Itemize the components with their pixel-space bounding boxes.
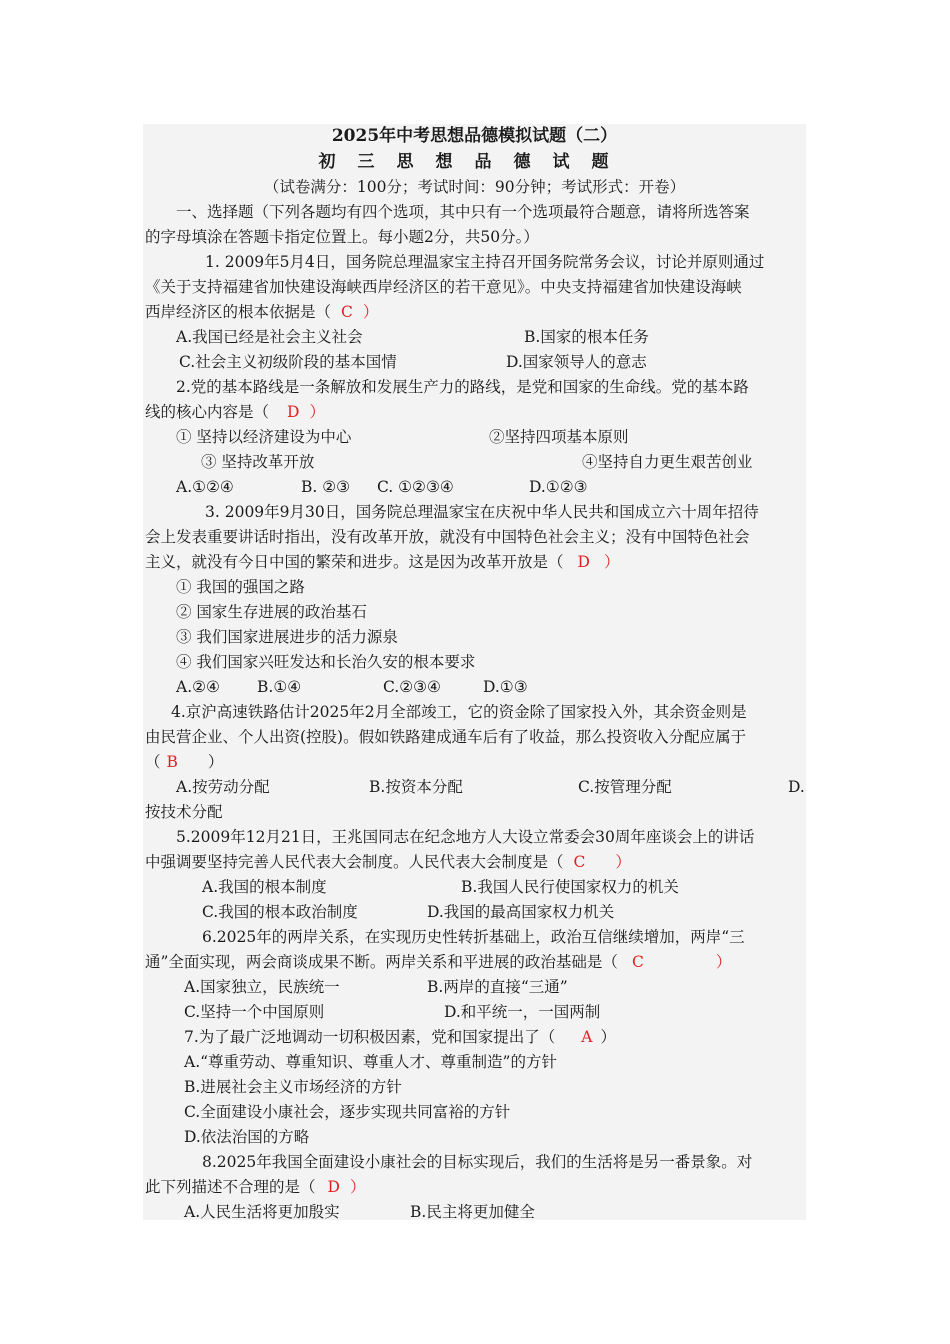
q3-item-4: ④ 我们国家兴旺发达和长治久安的根本要求 [176,653,476,671]
q2-stem-line1: 2.党的基本路线是一条解放和发展生产力的路线，是党和国家的生命线。党的基本路 [176,378,749,396]
q7-option-d: D.依法治国的方略 [184,1128,310,1146]
q5-option-d: D.我国的最高国家权力机关 [427,903,615,921]
q5-stem-line2: 中强调要坚持完善人民代表大会制度。人民代表大会制度是（ C ） [145,853,631,871]
q3-stem-line2: 会上发表重要讲话时指出，没有改革开放，就没有中国特色社会主义；没有中国特色社会 [145,528,750,546]
q2-option-a: A.①②④ [176,478,234,496]
q3-stem-line3: 主义，就没有今日中国的繁荣和进步。这是因为改革开放是（ D ） [145,553,620,571]
exam-title: 2025年中考思想品德模拟试题（二） [331,126,618,146]
q1-option-b: B.国家的根本任务 [524,328,649,346]
q1-stem-line3: 西岸经济区的根本依据是（ C ） [145,303,379,321]
q8-option-a: A.人民生活将更加殷实 [184,1203,340,1221]
q3-stem-line1: 3. 2009年9月30日，国务院总理温家宝在庆祝中华人民共和国成立六十周年招待 [205,503,759,521]
q1-option-d: D.国家领导人的意志 [506,353,647,371]
q4-option-d: D. [788,778,805,796]
q8-stem-line1: 8.2025年我国全面建设小康社会的目标实现后，我们的生活将是另一番景象。对 [202,1153,753,1171]
q2-answer: D [287,403,300,421]
q1-answer: C [341,303,353,321]
q7-option-a: A.“尊重劳动、尊重知识、尊重人才、尊重制造”的方针 [184,1053,557,1071]
q7-option-c: C.全面建设小康社会，逐步实现共同富裕的方针 [184,1103,511,1121]
section-instructions-line2: 的字母填涂在答题卡指定位置上。每小题2分，共50分。） [145,228,539,246]
q2-option-b: B. ②③ [301,478,351,496]
q7-stem: 7.为了最广泛地调动一切积极因素，党和国家提出了（ A ） [184,1028,617,1046]
q6-option-c: C.坚持一个中国原则 [184,1003,325,1021]
q5-option-c: C.我国的根本政治制度 [202,903,358,921]
q2-option-d: D.①②③ [529,478,588,496]
q3-answer: D [577,553,590,571]
q5-option-a: A.我国的根本制度 [202,878,327,896]
q6-option-a: A.国家独立，民族统一 [184,978,340,996]
q4-option-a: A.按劳动分配 [176,778,270,796]
q2-item-4: ④坚持自力更生艰苦创业 [582,453,753,471]
q4-answer: B [166,753,178,771]
section-instructions-line1: 一、选择题（下列各题均有四个选项，其中只有一个选项最符合题意，请将所选答案 [176,203,750,221]
q3-option-b: B.①④ [257,678,302,696]
q8-answer: D [327,1178,340,1196]
q2-stem-line2: 线的核心内容是（ D ） [145,403,325,421]
q5-stem-line1: 5.2009年12月21日，王兆国同志在纪念地方人大设立常委会30周年座谈会上的讲话 [176,828,755,846]
q2-item-3: ③ 坚持改革开放 [201,453,315,471]
q7-answer: A [581,1028,593,1046]
q2-item-1: ① 坚持以经济建设为中心 [176,428,352,446]
q4-stem-line1: 4.京沪高速铁路估计2025年2月全部竣工，它的资金除了国家投入外，其余资金则是 [171,703,747,721]
q2-item-2: ②坚持四项基本原则 [489,428,629,446]
exam-info: （试卷满分：100分；考试时间：90分钟；考试形式：开卷） [263,178,686,196]
q4-stem-line2: 由民营企业、个人出资(控股)。假如铁路建成通车后有了收益，那么投资收入分配应属于 [145,728,747,746]
q4-option-b: B.按资本分配 [369,778,463,796]
q3-item-3: ③ 我们国家进展进步的活力源泉 [176,628,398,646]
q8-stem-line2: 此下列描述不合理的是（ D ） [145,1178,366,1196]
q1-stem-line1: 1. 2009年5月4日，国务院总理温家宝主持召开国务院常务会议，讨论并原则通过 [205,253,765,271]
q4-stem-line3: （ B ） [145,753,224,771]
q6-option-d: D.和平统一，一国两制 [444,1003,601,1021]
q1-option-a: A.我国已经是社会主义社会 [176,328,363,346]
exam-paper [143,124,806,1220]
q6-option-b: B.两岸的直接“三通” [427,978,568,996]
q4-option-d-text: 按技术分配 [145,803,223,821]
q3-item-1: ① 我国的强国之路 [176,578,305,596]
q1-option-c: C.社会主义初级阶段的基本国情 [179,353,397,371]
q5-answer: C [573,853,586,871]
q8-option-b: B.民主将更加健全 [410,1203,535,1221]
q3-item-2: ② 国家生存进展的政治基石 [176,603,367,621]
q3-option-c: C.②③④ [383,678,441,696]
q6-stem-line2: 通”全面实现，两会商谈成果不断。两岸关系和平进展的政治基础是（ C ） [145,953,732,971]
q1-stem-line2: 《关于支持福建省加快建设海峡西岸经济区的若干意见》。中央支持福建省加快建设海峡 [145,278,742,296]
q6-answer: C [631,953,644,971]
q3-option-a: A.②④ [176,678,220,696]
q4-option-c: C.按管理分配 [578,778,672,796]
q3-option-d: D.①③ [483,678,528,696]
q2-option-c: C. ①②③④ [377,478,454,496]
q6-stem-line1: 6.2025年的两岸关系，在实现历史性转折基础上，政治互信继续增加，两岸“三 [202,928,745,946]
q5-option-b: B.我国人民行使国家权力的机关 [461,878,679,896]
exam-subtitle: 初三思想品德试题 [318,152,631,172]
q7-option-b: B.进展社会主义市场经济的方针 [184,1078,402,1096]
